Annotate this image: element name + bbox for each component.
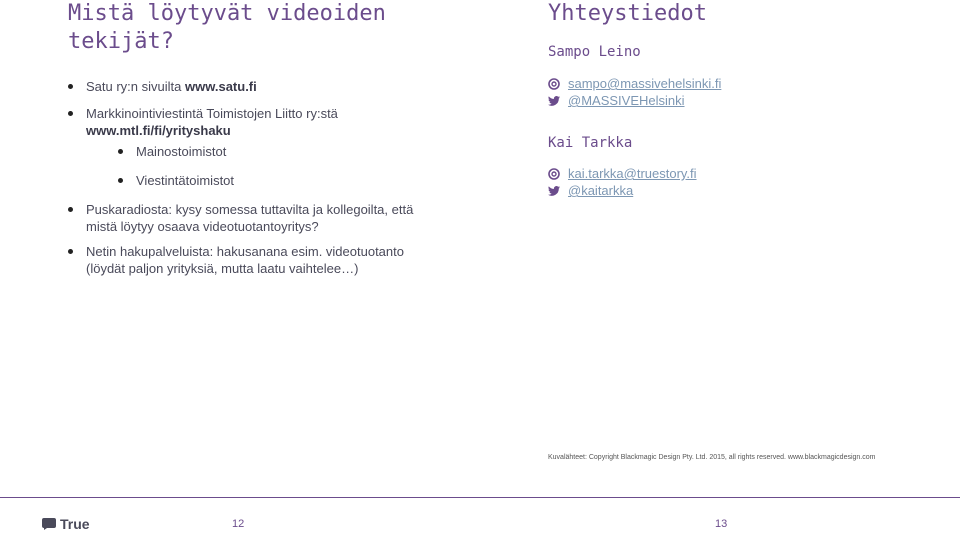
bullet-text: Satu ry:n sivuilta: [86, 79, 185, 94]
list-item: Puskaradiosta: kysy somessa tuttavilta ja kollegoilta, että mistä löytyy osaava videotuotantoyritys?: [68, 201, 428, 235]
page-number: 13: [715, 518, 728, 530]
contact-name: Sampo Leino: [548, 44, 641, 60]
contact-twitter: [548, 183, 633, 198]
list-item: [68, 78, 428, 95]
twitter-icon: [548, 95, 560, 107]
bullet-text: Markkinointiviestintä Toimistojen Liitto ry:stä: [86, 106, 338, 121]
twitter-link[interactable]: @kaitarkka: [568, 183, 634, 198]
contact-email: [548, 76, 721, 91]
at-icon: [548, 78, 560, 90]
contact-name: Kai Tarkka: [548, 135, 633, 151]
list-item: [68, 105, 428, 189]
speech-bubble-logo-icon: [42, 518, 56, 530]
at-icon: [548, 168, 560, 180]
satu-link[interactable]: www.satu.fi: [185, 79, 257, 94]
true-logo: [42, 516, 90, 532]
twitter-icon: [548, 185, 560, 197]
contact-email: [548, 166, 697, 181]
sub-list-item: Mainostoimistot: [118, 143, 428, 160]
footer-divider: [480, 497, 960, 498]
twitter-link[interactable]: @MASSIVEHelsinki: [568, 93, 685, 108]
mtl-link[interactable]: www.mtl.fi/fi/yrityshaku: [86, 123, 231, 138]
image-credit: Kuvalähteet: Copyright Blackmagic Design Pty. Ltd. 2015, all rights reserved. www.blackmagicdesign.com: [548, 454, 876, 461]
bullet-list: [68, 78, 428, 277]
sub-list-item: Viestintätoimistot: [118, 172, 428, 189]
page-title: Yhteystiedot: [548, 1, 707, 26]
page-title: Mistä löytyvät videoiden tekijät?: [68, 1, 386, 54]
sub-bullet-list: [118, 143, 428, 189]
right-page: [480, 0, 960, 533]
page-number: 12: [232, 518, 245, 530]
contact-twitter: [548, 93, 685, 108]
email-link[interactable]: sampo@massivehelsinki.fi: [568, 76, 722, 91]
logo-text: True: [60, 516, 90, 532]
email-link[interactable]: kai.tarkka@truestory.fi: [568, 166, 697, 181]
list-item: Netin hakupalveluista: hakusanana esim. videotuotanto (löydät paljon yrityksiä, mutta laatu vaihtelee…): [68, 243, 428, 277]
footer-divider: [0, 497, 480, 498]
